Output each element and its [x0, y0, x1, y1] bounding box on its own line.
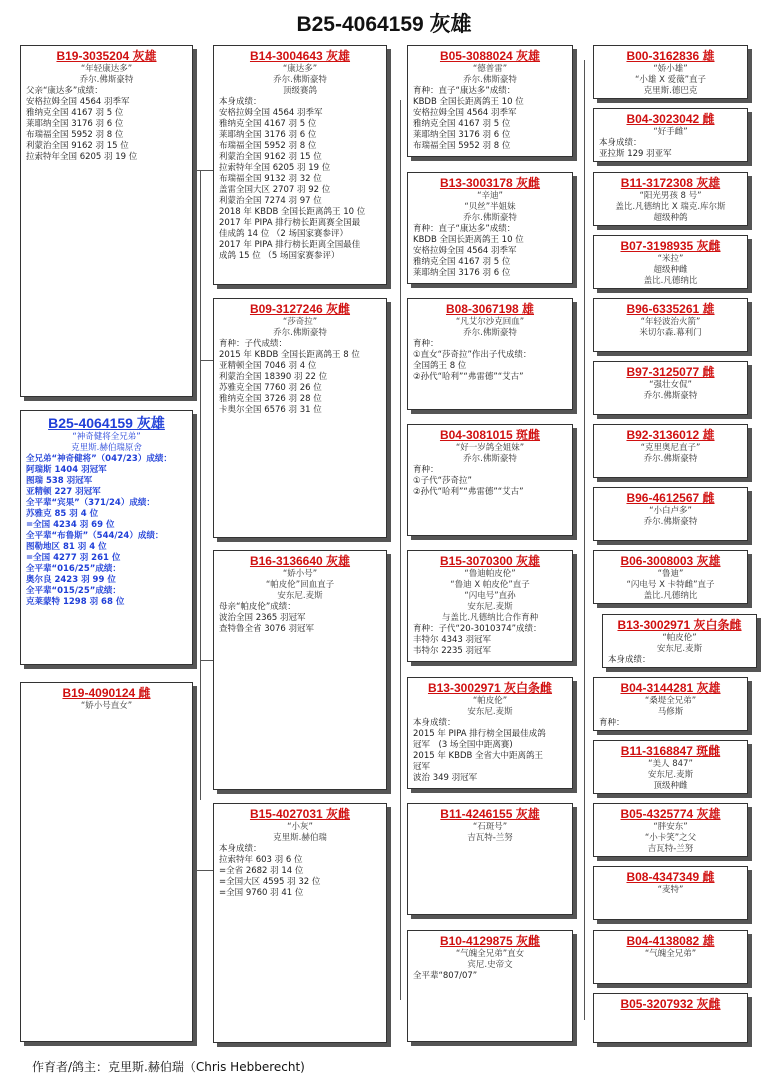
- card-line: 育种：: [413, 465, 439, 475]
- card-line: 2015 年 KBDB 全省大中距离鸽王: [413, 751, 544, 761]
- card-line: 本身成绩：: [608, 655, 651, 665]
- card-line: “小雄 X 爱薇”直子: [634, 75, 707, 85]
- card-line: KBDB 全国长距离鸽王 10 位: [413, 97, 524, 107]
- dss-card[interactable]: [407, 550, 573, 662]
- card-line: 安东尼.麦斯: [647, 770, 694, 780]
- connector-line: [584, 60, 585, 1020]
- card-line: “小灰”: [287, 822, 313, 832]
- card-line: 育种：: [599, 718, 625, 728]
- card-line: 莱耶纳全国 3176 羽 6 位: [413, 130, 511, 140]
- card-line: “鲁迪帕皮伦”: [464, 569, 516, 579]
- card-line: ①子代“莎奇拉”: [413, 476, 472, 486]
- sire-dam-card[interactable]: [213, 298, 387, 538]
- dam-dam-card[interactable]: [213, 803, 387, 1043]
- card-line: 乔尔.佛斯豪特: [79, 75, 134, 85]
- card-line: 盖比.凡德纳比: [643, 276, 698, 286]
- card-line: 查特鲁全省 3076 羽冠军: [219, 624, 315, 634]
- card-line: 育种：直子“康达多”成绩：: [413, 224, 516, 234]
- card-line: 乔尔.佛斯豪特: [643, 454, 698, 464]
- card-line: 布瑞福全国 5952 羽 8 位: [26, 130, 124, 140]
- card-line: 利蒙治全国 18390 羽 22 位: [219, 372, 328, 382]
- card-line: ①直女“莎奇拉”作出子代成绩：: [413, 350, 532, 360]
- card-line: 亚拉斯 129 羽亚军: [599, 149, 672, 159]
- ring-number: B14-3004643 灰雄: [249, 49, 351, 63]
- card-line: 育种：子代“20-3010374”成绩：: [413, 624, 542, 634]
- card-line: 全平辈“宾果”（371/24）成绩：: [26, 498, 155, 508]
- card-line: “美人 847”: [648, 759, 693, 769]
- ring-number: B16-3136640 灰雄: [249, 554, 351, 568]
- card-line: 安格拉姆全国 4564 羽季军: [413, 108, 517, 118]
- card-line: ②孙代“哈利”“弗雷德”“艾古”: [413, 372, 524, 382]
- g9-card[interactable]: [593, 550, 748, 604]
- card-line: 乔尔.佛斯豪特: [463, 454, 517, 464]
- card-line: 利蒙治全国 9162 羽 15 位: [219, 152, 322, 162]
- card-line: “凡艾尔沙克回血”: [455, 317, 525, 327]
- card-line: 拉索特年全国 6205 羽 19 位: [26, 152, 138, 162]
- card-line: 本身成绩：: [219, 844, 262, 854]
- card-line: “小卡笑”之父: [644, 833, 697, 843]
- card-line: “麦特”: [657, 885, 684, 895]
- card-line: “帕皮伦”: [472, 696, 508, 706]
- card-line: 利蒙治全国 7274 羽 97 位: [219, 196, 322, 206]
- card-line: 全平辈“015/25”成绩：: [26, 586, 121, 596]
- card-line: 超级种鸽: [653, 213, 688, 223]
- g5-card[interactable]: [593, 298, 748, 352]
- card-line: 波治 349 羽冠军: [413, 773, 478, 783]
- card-line: 乔尔.佛斯豪特: [463, 328, 517, 338]
- card-line: “闪电号 X 卡特雌”直子: [626, 580, 715, 590]
- ring-number: B13-3002971 灰白条雌: [427, 681, 553, 695]
- card-line: “帕皮伦”: [662, 633, 697, 643]
- card-line: 冠军 (3 场全国中距离赛): [413, 740, 513, 750]
- card-line: 吉瓦特-兰努: [467, 833, 513, 843]
- card-line: 安格拉姆全国 4564 羽季军: [413, 246, 517, 256]
- card-line: 与盖比.凡德纳比合作育种: [441, 613, 539, 623]
- card-line: 盖比.凡德纳比: [643, 591, 698, 601]
- card-line: 苏雅克全国 7760 羽 26 位: [219, 383, 322, 393]
- card-line: “神奇健将全兄弟”: [72, 432, 141, 442]
- card-line: 乔尔.佛斯豪特: [273, 75, 327, 85]
- card-line: 图勒地区 81 羽 4 位: [26, 542, 107, 552]
- ring-number: B11-4246155 灰雄: [440, 807, 540, 821]
- card-line: 苏雅克 85 羽 4 位: [26, 509, 99, 519]
- card-line: 2017 年 PIPA 排行榜长距离赛全国最: [219, 218, 361, 228]
- card-line: 亚精顿全国 7046 羽 4 位: [219, 361, 317, 371]
- card-line: 莱耶纳全国 3176 羽 6 位: [219, 130, 317, 140]
- ring-number: B15-3070300 灰雄: [439, 554, 541, 568]
- ring-number: B13-3003178 灰雌: [439, 176, 541, 190]
- card-line: 全平辈“016/25”成绩：: [26, 564, 121, 574]
- card-line: 利蒙治全国 9162 羽 15 位: [26, 141, 129, 151]
- card-line: 米切尔森.幕利门: [639, 328, 702, 338]
- page-title: B25-4064159 灰雄: [296, 13, 472, 36]
- ring-number: B04-3023042 雌: [626, 112, 715, 126]
- card-line: 顶级种雌: [653, 781, 688, 791]
- card-line: “桑堤全兄弟”: [644, 696, 697, 706]
- g1-card[interactable]: [593, 45, 748, 99]
- card-line: “好一岁鸽全姐妹”: [455, 443, 525, 453]
- ring-number: B05-4325774 灰雄: [620, 807, 721, 821]
- card-line: 本身成绩：: [219, 97, 262, 107]
- card-line: 全兄弟“神奇健将”（047/23）成绩：: [26, 454, 172, 464]
- card-line: 拉索特年全国 6205 羽 19 位: [219, 163, 331, 173]
- card-line: 克里斯.德巴克: [643, 86, 698, 96]
- ssd-card[interactable]: [407, 172, 573, 284]
- g2-card[interactable]: [593, 108, 748, 162]
- card-line: “娇小号直女”: [80, 701, 133, 711]
- ring-number: B19-4090124 雌: [62, 686, 151, 700]
- card-line: 全国鸽王 8 位: [413, 361, 467, 371]
- card-line: 成鸽 15 位 （5 场国家赛参评）: [219, 251, 340, 261]
- card-line: “德普雷”: [472, 64, 508, 74]
- card-line: “康达多”: [282, 64, 318, 74]
- g12-card[interactable]: [593, 740, 748, 794]
- card-line: 图瑞 538 羽冠军: [26, 476, 93, 486]
- card-line: “石斑号”: [472, 822, 508, 832]
- card-line: “米拉”: [657, 254, 684, 264]
- ring-number: B05-3088024 灰雄: [439, 49, 541, 63]
- card-line: 2015 年 KBDB 全国长距离鸽王 8 位: [219, 350, 360, 360]
- card-line: 雅纳克全国 4167 羽 5 位: [26, 108, 124, 118]
- card-line: “年轻波治火箭”: [640, 317, 701, 327]
- connector-line: [193, 170, 213, 171]
- card-line: 丰特尔 4343 羽冠军: [413, 635, 492, 645]
- g13-card[interactable]: [593, 803, 748, 857]
- card-line: 全平辈“布鲁斯”（544/24）成绩：: [26, 531, 164, 541]
- g10-card[interactable]: [602, 614, 757, 668]
- card-line: 雅纳克全国 4167 羽 5 位: [413, 257, 511, 267]
- card-line: 拉索特年 603 羽 6 位: [219, 855, 303, 865]
- ring-number: B06-3008003 灰雄: [620, 554, 721, 568]
- card-line: 安东尼.麦斯: [277, 591, 323, 601]
- sire-sire-card[interactable]: [213, 45, 387, 285]
- g4-card[interactable]: [593, 235, 748, 289]
- card-line: “好手雌”: [653, 127, 688, 137]
- card-line: 盖雷全国大区 2707 羽 92 位: [219, 185, 331, 195]
- card-line: “鲁迪 X 帕皮伦”直子: [450, 580, 530, 590]
- card-line: “气魄全兄弟”直女: [455, 949, 525, 959]
- card-line: “气魄全兄弟”: [644, 949, 697, 959]
- connector-line: [200, 170, 201, 800]
- card-line: 父亲“康达多”成绩：: [26, 86, 103, 96]
- connector-line: [193, 870, 213, 871]
- ring-number: B10-4129875 灰雌: [439, 934, 541, 948]
- ring-number: B08-3067198 雄: [445, 302, 535, 316]
- connector-line: [400, 100, 401, 1000]
- card-line: 安格拉姆全国 4564 羽季军: [26, 97, 130, 107]
- card-line: 本身成绩：: [413, 718, 456, 728]
- card-line: 本身成绩：: [599, 138, 642, 148]
- card-line: 克里斯.赫伯瑞: [273, 833, 327, 843]
- card-line: KBDB 全国长距离鸽王 10 位: [413, 235, 524, 245]
- card-line: 宾尼.史帝文: [467, 960, 513, 970]
- card-line: =全省 2682 羽 14 位: [219, 866, 304, 876]
- g14-card[interactable]: [593, 866, 748, 920]
- ring-number: B08-4347349 雌: [626, 870, 715, 884]
- dds-card[interactable]: [407, 803, 573, 915]
- card-line: “娇小雄”: [653, 64, 688, 74]
- ring-number: B92-3136012 雄: [626, 428, 715, 442]
- card-line: 安东尼.麦斯: [467, 602, 513, 612]
- card-line: ②孙代“哈利”“弗雷德”“艾古”: [413, 487, 524, 497]
- sdd-card[interactable]: [407, 424, 573, 536]
- card-line: =全国大区 4595 羽 32 位: [219, 877, 321, 887]
- connector-line: [200, 360, 213, 361]
- card-line: “闪电号”直孙: [464, 591, 516, 601]
- ring-number: B97-3125077 雌: [626, 365, 715, 379]
- card-line: 亚精顿 227 羽冠军: [26, 487, 101, 497]
- card-line: 2015 年 PIPA 排行榜全国最佳成鸽: [413, 729, 546, 739]
- ring-number: B11-3168847 斑雌: [620, 744, 721, 758]
- card-line: 育种：直子“康达多”成绩：: [413, 86, 516, 96]
- card-line: 布瑞福全国 5952 羽 8 位: [413, 141, 511, 151]
- g7-card[interactable]: [593, 424, 748, 478]
- ddd-card[interactable]: [407, 930, 573, 1042]
- card-line: =全国 4234 羽 69 位: [26, 520, 115, 530]
- sds-card[interactable]: [407, 298, 573, 410]
- card-line: =全国 4277 羽 261 位: [26, 553, 121, 563]
- card-line: 奥尔良 2423 羽 99 位: [26, 575, 116, 585]
- g15-card[interactable]: [593, 930, 748, 984]
- card-line: =全国 9760 羽 41 位: [219, 888, 304, 898]
- card-line: 莱耶纳全国 3176 羽 6 位: [26, 119, 124, 129]
- subject-card[interactable]: [20, 410, 193, 665]
- ring-number: B04-3144281 灰雄: [620, 681, 721, 695]
- card-line: 安东尼.麦斯: [467, 707, 513, 717]
- card-line: 乔尔.佛斯豪特: [463, 213, 517, 223]
- g3-card[interactable]: [593, 172, 748, 226]
- card-line: 阿瑞斯 1404 羽冠军: [26, 465, 107, 475]
- card-line: “辛迪”: [477, 191, 503, 201]
- card-line: 卡奥尔全国 6576 羽 31 位: [219, 405, 322, 415]
- breeder-footer: 作育者/鸽主：克里斯.赫伯瑞（Chris Hebberecht): [32, 1060, 305, 1074]
- g16-card[interactable]: [593, 993, 748, 1043]
- card-line: “娇小号”: [282, 569, 318, 579]
- card-line: 雅纳克全国 4167 羽 5 位: [413, 119, 511, 129]
- card-line: 韦特尔 2235 羽冠军: [413, 646, 492, 656]
- card-line: “小白卢多”: [649, 506, 692, 516]
- card-line: “鲁迪”: [657, 569, 684, 579]
- card-line: 冠军: [413, 762, 431, 772]
- ring-number: B09-3127246 灰雌: [249, 302, 351, 316]
- card-line: 布瑞福全国 5952 羽 8 位: [219, 141, 317, 151]
- card-line: “强壮女侃”: [649, 380, 692, 390]
- ring-number: B25-4064159 灰雄: [48, 415, 165, 431]
- g6-card[interactable]: [593, 361, 748, 415]
- g11-card[interactable]: [593, 677, 748, 731]
- card-line: 乔尔.佛斯豪特: [273, 328, 327, 338]
- card-line: 2018 年 KBDB 全国长距离鸽王 10 位: [219, 207, 366, 217]
- card-line: 育种：: [413, 339, 439, 349]
- card-line: 乔尔.佛斯豪特: [643, 391, 698, 401]
- card-line: 盖比.凡德纳比 X 瑞克.库尔斯: [615, 202, 726, 212]
- dam-card[interactable]: [20, 682, 193, 1042]
- card-line: “莎奇拉”: [282, 317, 318, 327]
- card-line: 马修斯: [657, 707, 684, 717]
- card-line: 波治全国 2365 羽冠军: [219, 613, 306, 623]
- card-line: 安格拉姆全国 4564 羽季军: [219, 108, 323, 118]
- card-line: 雅纳克全国 3726 羽 28 位: [219, 394, 322, 404]
- card-line: 佳成鸽 14 位 （2 场国家赛参评）: [219, 229, 349, 239]
- ring-number: B00-3162836 雄: [626, 49, 715, 63]
- card-line: “阳光男孩 8 号”: [639, 191, 702, 201]
- card-line: 母亲“帕皮伦”成绩：: [219, 602, 296, 612]
- ring-number: B05-3207932 灰雌: [620, 997, 721, 1011]
- card-line: “帕皮伦”回血直子: [265, 580, 335, 590]
- card-line: 2017 年 PIPA 排行榜长距离全国最佳: [219, 240, 361, 250]
- card-line: 布瑞福全国 9132 羽 32 位: [219, 174, 322, 184]
- card-line: “年轻康达多”: [80, 64, 133, 74]
- card-line: 安东尼.麦斯: [656, 644, 703, 654]
- card-line: 全平辈“807/07”: [413, 971, 478, 981]
- ring-number: B11-3172308 灰雄: [620, 176, 721, 190]
- card-line: 育种：子代成绩：: [219, 339, 288, 349]
- ring-number: B15-4027031 灰雌: [249, 807, 351, 821]
- card-line: 顶级赛鸽: [282, 86, 317, 96]
- card-line: 超级种雌: [653, 265, 688, 275]
- ring-number: B96-4612567 雌: [626, 491, 715, 505]
- dam-sire-card[interactable]: [213, 550, 387, 790]
- card-line: “克里奥尼直子”: [640, 443, 701, 453]
- ring-number: B07-3198935 灰雌: [620, 239, 721, 253]
- sire-card[interactable]: [20, 45, 193, 397]
- card-line: 克莱蒙特 1298 羽 68 位: [26, 597, 125, 607]
- dsd-card[interactable]: [407, 677, 573, 789]
- card-line: “贝丝”半姐妹: [464, 202, 516, 212]
- ring-number: B04-4138082 雄: [626, 934, 715, 948]
- card-line: 乔尔.佛斯豪特: [643, 517, 698, 527]
- card-line: 吉瓦特-兰努: [647, 844, 694, 854]
- card-line: 乔尔.佛斯豪特: [463, 75, 517, 85]
- ring-number: B04-3081015 斑雌: [439, 428, 541, 442]
- card-line: 雅纳克全国 4167 羽 5 位: [219, 119, 317, 129]
- sss-card[interactable]: [407, 45, 573, 157]
- ring-number: B19-3035204 灰雄: [56, 49, 157, 63]
- card-line: 克里斯.赫伯瑞原舍: [71, 443, 142, 453]
- ring-number: B13-3002971 灰白条雌: [617, 618, 742, 632]
- g8-card[interactable]: [593, 487, 748, 541]
- card-line: 莱耶纳全国 3176 羽 6 位: [413, 268, 511, 278]
- ring-number: B96-6335261 雄: [626, 302, 715, 316]
- connector-line: [200, 660, 213, 661]
- card-line: “胖安东”: [653, 822, 688, 832]
